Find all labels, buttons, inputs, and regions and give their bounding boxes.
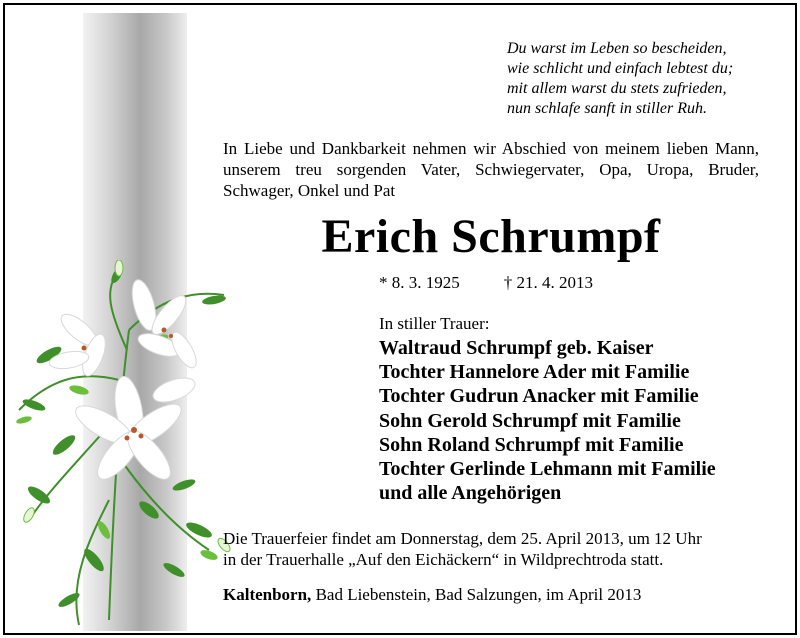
poem-line: mit allem warst du stets zufrieden, <box>507 80 727 97</box>
mourner-entry: Tochter Gudrun Anacker mit Familie <box>379 385 699 408</box>
ceremony-line: Die Trauerfeier findet am Donnerstag, dem 25. April 2013, um 12 Uhr <box>223 529 702 548</box>
mourner-entry: Tochter Gerlinde Lehmann mit Familie <box>379 458 716 481</box>
death-date: † 21. 4. 2013 <box>503 273 593 292</box>
poem-line: nun schlafe sanft in stiller Ruh. <box>507 100 707 117</box>
farewell-intro-text: In Liebe und Dankbarkeit nehmen wir Abschied von meinem lieben Mann, unserem treu sorgenden Vater, Schwiegervater, Opa, Uropa, Bruder, Schwager, Onkel und Pat <box>223 139 759 200</box>
mourner-entry: Waltraud Schrumpf geb. Kaiser <box>379 337 654 359</box>
lily-bouquet-image <box>9 260 249 630</box>
life-dates <box>379 273 593 293</box>
funeral-ceremony-info <box>223 528 702 570</box>
place-rest: Bad Liebenstein, Bad Salzungen, im April 2013 <box>311 585 642 604</box>
mourners-list <box>379 336 716 505</box>
mourner-entry: Sohn Roland Schrumpf mit Familie <box>379 433 684 456</box>
mourner-entry: Sohn Gerold Schrumpf mit Familie <box>379 409 681 432</box>
birth-date: * 8. 3. 1925 <box>379 273 460 292</box>
place-town: Kaltenborn, <box>223 585 312 604</box>
deceased-name: Erich Schrumpf <box>321 210 661 263</box>
poem-line: Du warst im Leben so bescheiden, <box>507 40 727 57</box>
mourners-heading: In stiller Trauer: <box>379 314 490 333</box>
place-and-date <box>223 585 641 605</box>
obituary-frame <box>3 3 797 635</box>
poem-line: wie schlicht und einfach lebtest du; <box>507 60 734 77</box>
ceremony-line: in der Trauerhalle „Auf den Eichäckern“ in Wildprechtroda statt. <box>223 550 664 569</box>
mourner-entry: und alle Angehörigen <box>379 482 562 505</box>
mourner-entry: Tochter Hannelore Ader mit Familie <box>379 361 690 384</box>
memorial-poem <box>507 39 777 119</box>
